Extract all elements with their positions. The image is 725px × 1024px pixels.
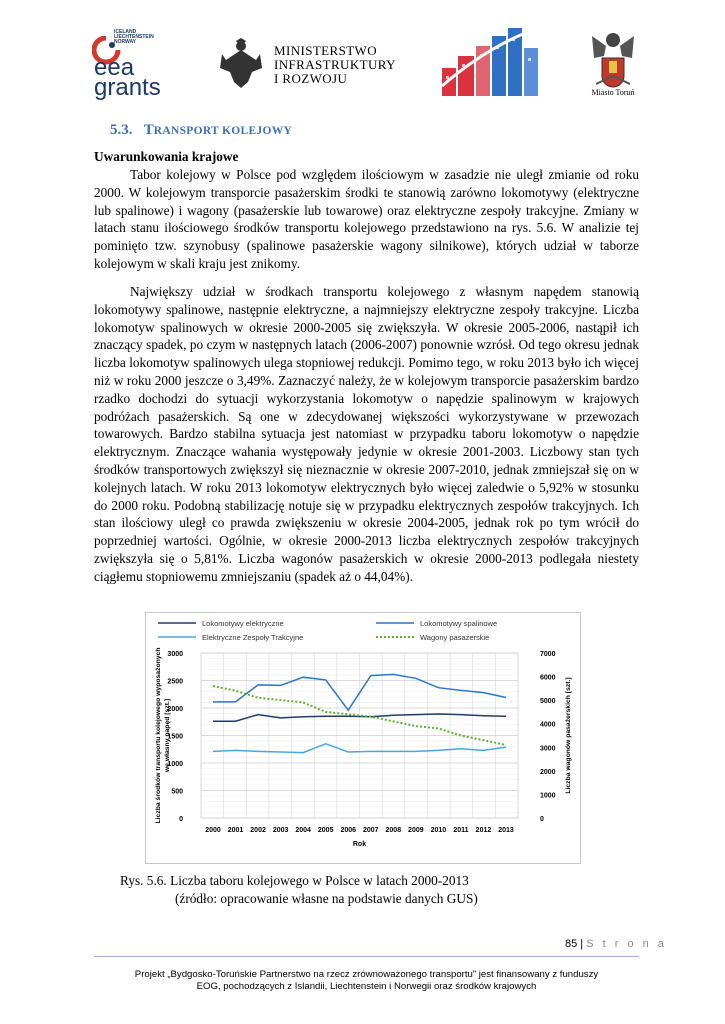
x-tick-label: 2003: [272, 827, 289, 834]
subheading: Uwarunkowania krajowe: [94, 149, 239, 164]
x-tick-label: 2001: [227, 827, 244, 834]
x-tick-label: 2000: [205, 827, 221, 834]
y-tick-left: 2500: [167, 678, 183, 686]
y-tick-right: 3000: [540, 745, 556, 753]
ministry-name: MINISTERSTWO INFRASTRUKTURY I ROZWOJU: [274, 43, 396, 86]
x-tick-label: 2004: [295, 827, 311, 834]
legend-label: Lokomotywy spalinowe: [420, 619, 498, 628]
city-buildings-logo: [438, 26, 543, 96]
chart-container: [145, 612, 581, 864]
x-tick-label: 2006: [340, 827, 357, 834]
paragraph-1: Tabor kolejowy w Polsce pod względem ilościowym w zasadzie nie uległ zmianie od roku 2000. W kolejowym transporcie pasażerskim środki te stanowią zarówno lokomotywy (elektryczne lub spalinowe) i wagony (pasażerskie lub towarowe) oraz elektryczne zespoły trakcyjne. Zmiany w latach stanu ilościowego środków transportu kolejowego przedstawiono na rys. 5.6. W analizie tej pominięto tzw. szynobusy (spalinowe pasażerskie wagony silnikowe), których udział w taborze kolejowym w skali kraju jest znikomy.: [94, 167, 639, 271]
section-number: 5.3.: [110, 122, 133, 138]
x-tick-label: 2011: [453, 827, 469, 834]
paragraph-2: Największy udział w środkach transportu kolejowego z własnym napędem stanowią lokomotywy spalinowe, następnie elektryczne, a najmniejszy elektryczne zespoły trakcyjne. Liczba lokomotyw spalinowych w okresie 2000-2005 się zwiększyła. W okresie 2005-2006, nastąpił ich znaczący spadek, po czym w następnych latach (2006-2007) ponownie wzrósł. Od tego okresu jednak liczba lokomotyw spalinowych ulega stopniowej redukcji. Pomimo tego, w roku 2013 było ich więcej niż w roku 2000 jeszcze o 3,49%. Zaznaczyć należy, że w kolejowym transporcie pasażerskim bardzo rzadko dochodzi do sytuacji wykorzystania lokomotyw o napędzie spalinowym w krajowych podróżach pasażerskich. Są one w zdecydowanej większości wykorzystywane w przewozach towarowych. Bardzo stabilna sytuacja jest natomiast w przypadku taboru lokomotyw o napędzie elektrycznym. Znaczące wahania występowały jedynie w okresie 2001-2003. Liczbowy stan tych środków transportowych zwiększył się nieznacznie w okresie 2007-2010, jednak zmniejszał się on w kolejnych latach. W roku 2013 lokomotyw elektrycznych było więcej zaledwie o 5,92% w stosunku do 2000 roku. Podobną stabilizację notuje się w przypadku elektrycznych zespołów trakcyjnych. Ich stan ilościowy uległ co prawda zwiększeniu w okresie 2004-2005, jednak rok po tym wrócił do poprzedniej wartości. Ogólnie, w okresie 2000-2013 liczba elektrycznych zespołów trakcyjnych zwiększyła się o 5,81%. Liczba wagonów pasażerskich w okresie 2000-2013 podlegała niestety ciągłemu stopniowemu zmniejszaniu (spadek aż o 44,04%).: [94, 284, 639, 584]
eea-grants-logo: [92, 28, 192, 101]
eagle-emblem-icon: [216, 38, 266, 90]
y-tick-right: 5000: [540, 698, 556, 706]
coat-of-arms-icon: [578, 28, 648, 90]
section-title: RANSPORT KOLEJOWY: [153, 125, 293, 137]
y-tick-left: 3000: [167, 651, 183, 658]
eea-countries: ICELAND LIECHTENSTEIN NORWAY: [114, 29, 154, 45]
y-tick-left: 2000: [167, 706, 183, 713]
x-tick-label: 2010: [430, 827, 447, 834]
y-axis-label-left: Liczba środków transportu kolejowego wyposażonych: [155, 647, 162, 824]
x-tick-label: 2005: [317, 827, 334, 834]
y-tick-right: 2000: [540, 768, 556, 776]
x-tick-label: 2009: [408, 827, 424, 834]
page-number: 85 | S t r o n a: [565, 938, 667, 950]
figure-caption: Rys. 5.6. Liczba taboru kolejowego w Polsce w latach 2000-2013: [120, 873, 469, 888]
ministry-logo: [216, 38, 406, 98]
legend-label: Elektryczne Zespoły Trakcyjne: [202, 633, 304, 642]
figure-source: (źródło: opracowanie własne na podstawie danych GUS): [175, 891, 478, 906]
section-heading: [110, 122, 292, 139]
x-tick-label: 2008: [385, 827, 402, 834]
footer-text: Projekt „Bydgosko-Toruńskie Partnerstwo na rzecz zrównoważonego transportu” jest finansowany z funduszy EOG, pochodzących z Islandii, Liechtenstein i Norwegii oraz środków krajowych: [134, 969, 599, 992]
y-tick-right: 6000: [540, 674, 556, 682]
legend-label: Wagony pasażerskie: [420, 633, 490, 642]
x-tick-label: 2007: [362, 827, 379, 834]
x-tick-label: 2012: [475, 827, 492, 834]
y-tick-right: 7000: [540, 651, 556, 658]
y-tick-left: 500: [171, 788, 183, 796]
buildings-icon: [438, 26, 543, 96]
legend-label: Lokomotywy elektryczne: [202, 619, 284, 628]
y-axis-label-left-cont: we własny napęd [szt.]: [164, 698, 171, 773]
section-title-initial: T: [143, 122, 154, 138]
city-label: Miasto Toruń: [591, 88, 635, 97]
eea-wordmark: eea grants: [94, 54, 161, 101]
y-tick-left: 1000: [167, 761, 183, 768]
footer-divider: [94, 956, 639, 957]
y-tick-right: 4000: [540, 721, 556, 729]
line-chart: [146, 613, 580, 863]
x-axis-label: Rok: [352, 841, 367, 848]
y-tick-right: 1000: [540, 792, 556, 800]
x-tick-label: 2002: [250, 827, 266, 834]
y-tick-left: 0: [179, 816, 183, 823]
y-tick-left: 1500: [167, 733, 183, 741]
y-axis-label-right: Liczba wagonów pasażerskich [szt.]: [565, 677, 572, 794]
y-tick-right: 0: [540, 816, 544, 823]
x-tick-label: 2013: [498, 827, 514, 834]
